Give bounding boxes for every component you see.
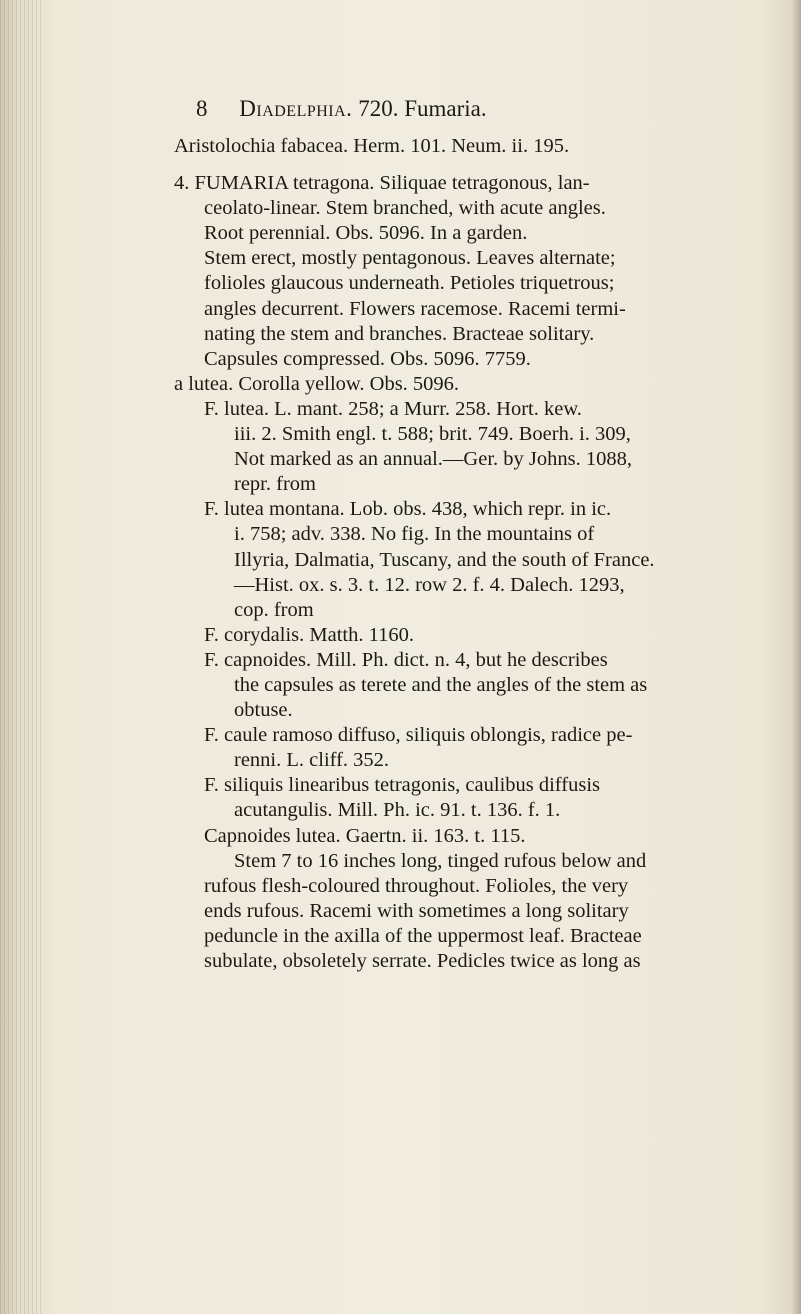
text-line: Not marked as an annual.—Ger. by Johns. 1088,	[234, 448, 632, 471]
text-line: Root perennial. Obs. 5096. In a garden.	[204, 222, 528, 245]
text-line: ends rufous. Racemi with sometimes a long solitary	[204, 899, 629, 922]
text-line: Capnoides lutea. Gaertn. ii. 163. t. 115.	[204, 824, 526, 847]
text-line: —Hist. ox. s. 3. t. 12. row 2. f. 4. Dalech. 1293,	[234, 573, 625, 596]
text-line: i. 758; adv. 338. No fig. In the mountains of	[234, 523, 595, 546]
text-line: F. lutea. L. mant. 258; a Murr. 258. Hort. kew.	[204, 397, 582, 420]
page-number: 8	[196, 96, 208, 121]
text-line: F. siliquis linearibus tetragonis, caulibus diffusis	[204, 774, 600, 797]
text-line: repr. from	[234, 473, 316, 496]
text-line: obtuse.	[234, 699, 293, 722]
text-line: 4. FUMARIA tetragona. Siliquae tetragonous, lan-	[174, 172, 590, 195]
text-line: Illyria, Dalmatia, Tuscany, and the south of France.	[234, 548, 655, 571]
running-header	[196, 92, 734, 126]
text-line: peduncle in the axilla of the uppermost leaf. Bracteae	[204, 924, 642, 947]
text-line: F. capnoides. Mill. Ph. dict. n. 4, but he describes	[204, 648, 608, 671]
text-line: ceolato-linear. Stem branched, with acute angles.	[204, 197, 606, 220]
page-text	[174, 92, 734, 974]
class-name: Diadelphia.	[239, 96, 353, 121]
text-line: the capsules as terete and the angles of the stem as	[234, 673, 648, 696]
text-line: rufous flesh-coloured throughout. Folioles, the very	[204, 874, 629, 897]
text-line: angles decurrent. Flowers racemose. Racemi termi-	[204, 297, 626, 320]
text-line: cop. from	[234, 598, 314, 621]
text-line: Capsules compressed. Obs. 5096. 7759.	[204, 347, 531, 370]
page-edge-shadow	[791, 0, 801, 1314]
text-line: folioles glaucous underneath. Petioles triquetrous;	[204, 272, 615, 295]
text-line: F. caule ramoso diffuso, siliquis oblongis, radice pe-	[204, 724, 633, 747]
text-line: subulate, obsoletely serrate. Pedicles twice as long as	[204, 950, 641, 972]
text-line: Stem erect, mostly pentagonous. Leaves alternate;	[204, 247, 616, 270]
text-line: renni. L. cliff. 352.	[234, 749, 390, 772]
text-line: Stem 7 to 16 inches long, tinged rufous below and	[234, 849, 647, 872]
text-line: F. lutea montana. Lob. obs. 438, which repr. in ic.	[204, 498, 612, 521]
text-line: a lutea. Corolla yellow. Obs. 5096.	[174, 372, 460, 395]
section-title: 720. Fumaria.	[358, 96, 487, 121]
text-line: acutangulis. Mill. Ph. ic. 91. t. 136. f. 1.	[234, 799, 561, 822]
text-line: F. corydalis. Matth. 1160.	[204, 623, 414, 646]
text-line: nating the stem and branches. Bracteae solitary.	[204, 322, 595, 345]
book-gutter	[0, 0, 42, 1314]
text-line: iii. 2. Smith engl. t. 588; brit. 749. Boerh. i. 309,	[234, 423, 631, 446]
text-line: Aristolochia fabacea. Herm. 101. Neum. ii. 195.	[174, 135, 570, 157]
